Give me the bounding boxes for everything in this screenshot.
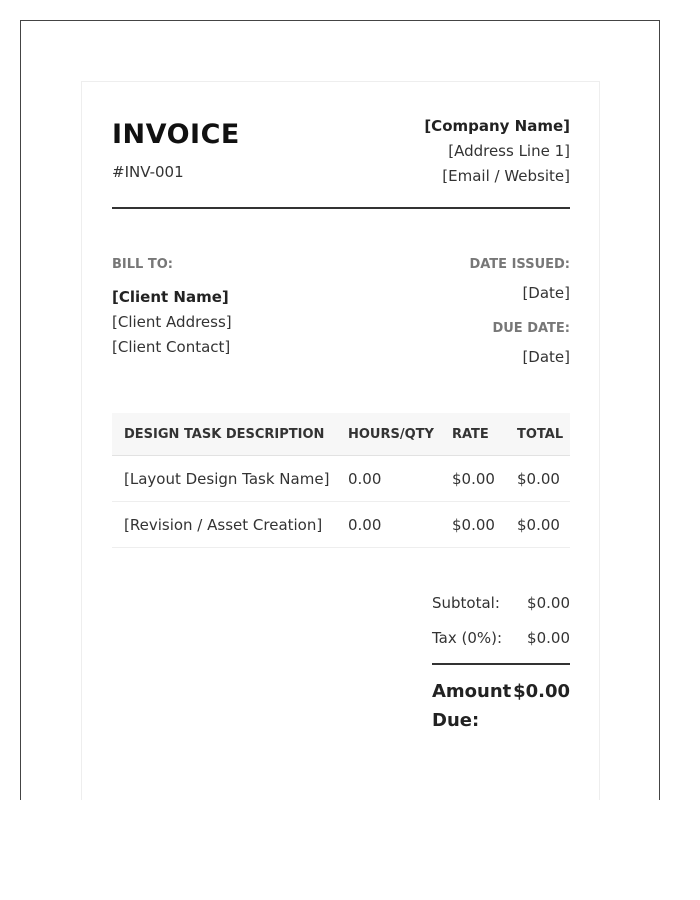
amount-due-row [432, 677, 570, 735]
column-header-rate: RATE [440, 413, 505, 456]
company-info [424, 114, 570, 189]
table-row [112, 502, 570, 548]
client-contact: [Client Contact] [112, 338, 231, 356]
row-rate: $0.00 [440, 456, 505, 502]
date-issued-label: DATE ISSUED: [469, 257, 570, 272]
row-hours-qty: 0.00 [336, 456, 440, 502]
company-address: [Address Line 1] [448, 142, 570, 160]
table-header-row [112, 413, 570, 456]
row-description: [Revision / Asset Creation] [112, 502, 336, 548]
invoice-title: INVOICE [112, 119, 240, 150]
company-contact: [Email / Website] [442, 167, 570, 185]
invoice-header [112, 112, 570, 209]
due-date-value: [Date] [522, 348, 570, 366]
date-issued-value: [Date] [522, 284, 570, 302]
row-total: $0.00 [505, 456, 570, 502]
column-header-description: DESIGN TASK DESCRIPTION [112, 413, 336, 456]
subtotal-value: $0.00 [527, 594, 570, 612]
amount-due-value: $0.00 [513, 681, 570, 702]
subtotal-row [432, 593, 570, 628]
row-description: [Layout Design Task Name] [112, 456, 336, 502]
invoice-content [112, 112, 570, 735]
dates-block [469, 257, 570, 413]
client-name: [Client Name] [112, 288, 229, 306]
tax-row [432, 628, 570, 663]
invoice-title-block [112, 112, 240, 181]
bill-to-label: BILL TO: [112, 257, 173, 272]
amount-due-label: Amount Due: [432, 681, 512, 731]
billing-section [112, 257, 570, 413]
totals-section [432, 593, 570, 735]
bill-to-block [112, 257, 232, 413]
table-row [112, 456, 570, 502]
row-total: $0.00 [505, 502, 570, 548]
subtotal-label: Subtotal: [432, 594, 500, 612]
due-date-label: DUE DATE: [492, 321, 570, 336]
client-address: [Client Address] [112, 313, 232, 331]
row-hours-qty: 0.00 [336, 502, 440, 548]
tax-label: Tax (0%): [432, 629, 503, 647]
totals-divider [432, 663, 570, 665]
line-items-table [112, 413, 570, 548]
company-name: [Company Name] [424, 117, 570, 135]
column-header-total: TOTAL [505, 413, 570, 456]
row-rate: $0.00 [440, 502, 505, 548]
tax-value: $0.00 [527, 629, 570, 647]
invoice-number: #INV-001 [112, 163, 184, 181]
column-header-hours-qty: HOURS/QTY [336, 413, 440, 456]
